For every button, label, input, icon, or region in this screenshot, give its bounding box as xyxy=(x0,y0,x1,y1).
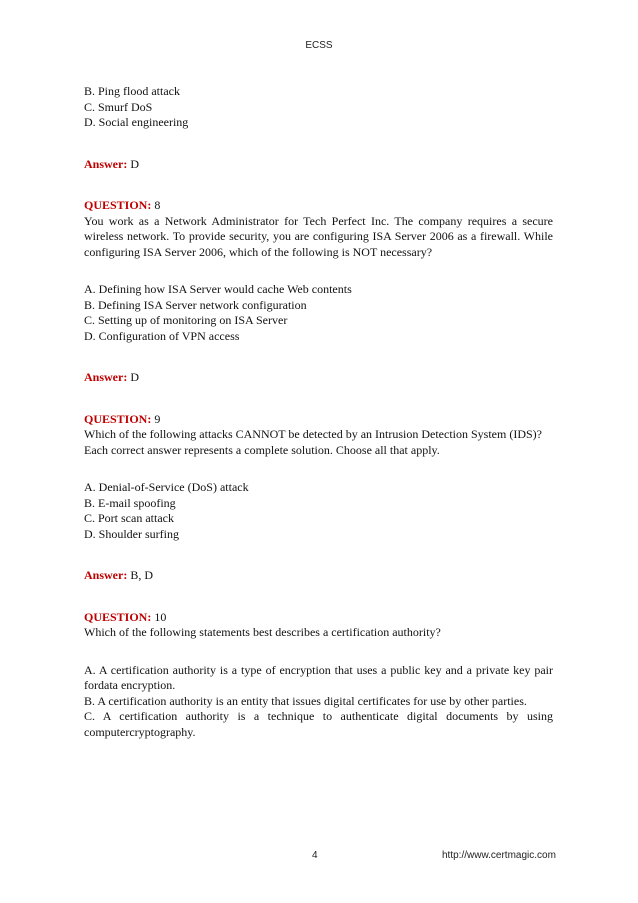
answer-label: Answer: xyxy=(84,568,128,582)
question-label: QUESTION: xyxy=(84,609,152,624)
q9-heading xyxy=(84,412,553,428)
q8-option-c: C. Setting up of monitoring on ISA Server xyxy=(84,313,288,327)
document-body xyxy=(84,84,553,740)
question-number: 10 xyxy=(151,609,167,624)
q10-option-b: B. A certification authority is an entity that issues digital certificates for use by other parties. xyxy=(84,693,527,708)
q10-option-c: C. A certification authority is a technique to authenticate digital documents by using computercryptography. xyxy=(84,709,553,739)
q8-answer xyxy=(84,370,553,386)
answer-value: D xyxy=(127,156,139,171)
question-number: 8 xyxy=(151,198,161,212)
q8-heading xyxy=(84,198,553,214)
q9-instruction: Each correct answer represents a complete solution. Choose all that apply. xyxy=(84,442,440,457)
q8-option-b: B. Defining ISA Server network configuration xyxy=(84,297,307,312)
q10-text: Which of the following statements best describes a certification authority? xyxy=(84,625,441,639)
question-label: QUESTION: xyxy=(84,411,152,426)
question-label: QUESTION: xyxy=(84,198,152,212)
footer-url: http://www.certmagic.com xyxy=(442,850,556,861)
q7-option-c: C. Smurf DoS xyxy=(84,99,153,114)
answer-value: B, D xyxy=(127,568,153,582)
answer-value: D xyxy=(127,370,139,384)
question-number: 9 xyxy=(151,411,161,426)
q9-option-b: B. E-mail spoofing xyxy=(84,495,176,510)
page-number: 4 xyxy=(312,850,318,861)
page-header-title: ECSS xyxy=(305,40,333,51)
q10-option-a: A. A certification authority is a type of encryption that uses a public key and a private key pair fordata encryption. xyxy=(84,662,553,692)
q10-heading xyxy=(84,610,553,626)
q7-option-d: D. Social engineering xyxy=(84,115,189,129)
q7-answer xyxy=(84,157,553,173)
q9-text: Which of the following attacks CANNOT be detected by an Intrusion Detection System (IDS)? xyxy=(84,427,542,441)
answer-label: Answer: xyxy=(84,156,128,171)
q9-option-a: A. Denial-of-Service (DoS) attack xyxy=(84,480,249,494)
q7-option-b: B. Ping flood attack xyxy=(84,84,180,98)
q8-text: You work as a Network Administrator for Tech Perfect Inc. The company requires a secure wireless network. To provide security, you are configuring ISA Server 2006 as a firewall. While configuring ISA Server 2006, which of the following is NOT necessary? xyxy=(84,213,553,259)
q9-option-c: C. Port scan attack xyxy=(84,511,174,525)
answer-label: Answer: xyxy=(84,370,128,384)
q9-answer xyxy=(84,568,553,584)
q9-option-d: D. Shoulder surfing xyxy=(84,526,179,541)
q8-option-d: D. Configuration of VPN access xyxy=(84,328,240,343)
q8-option-a: A. Defining how ISA Server would cache Web contents xyxy=(84,282,352,296)
